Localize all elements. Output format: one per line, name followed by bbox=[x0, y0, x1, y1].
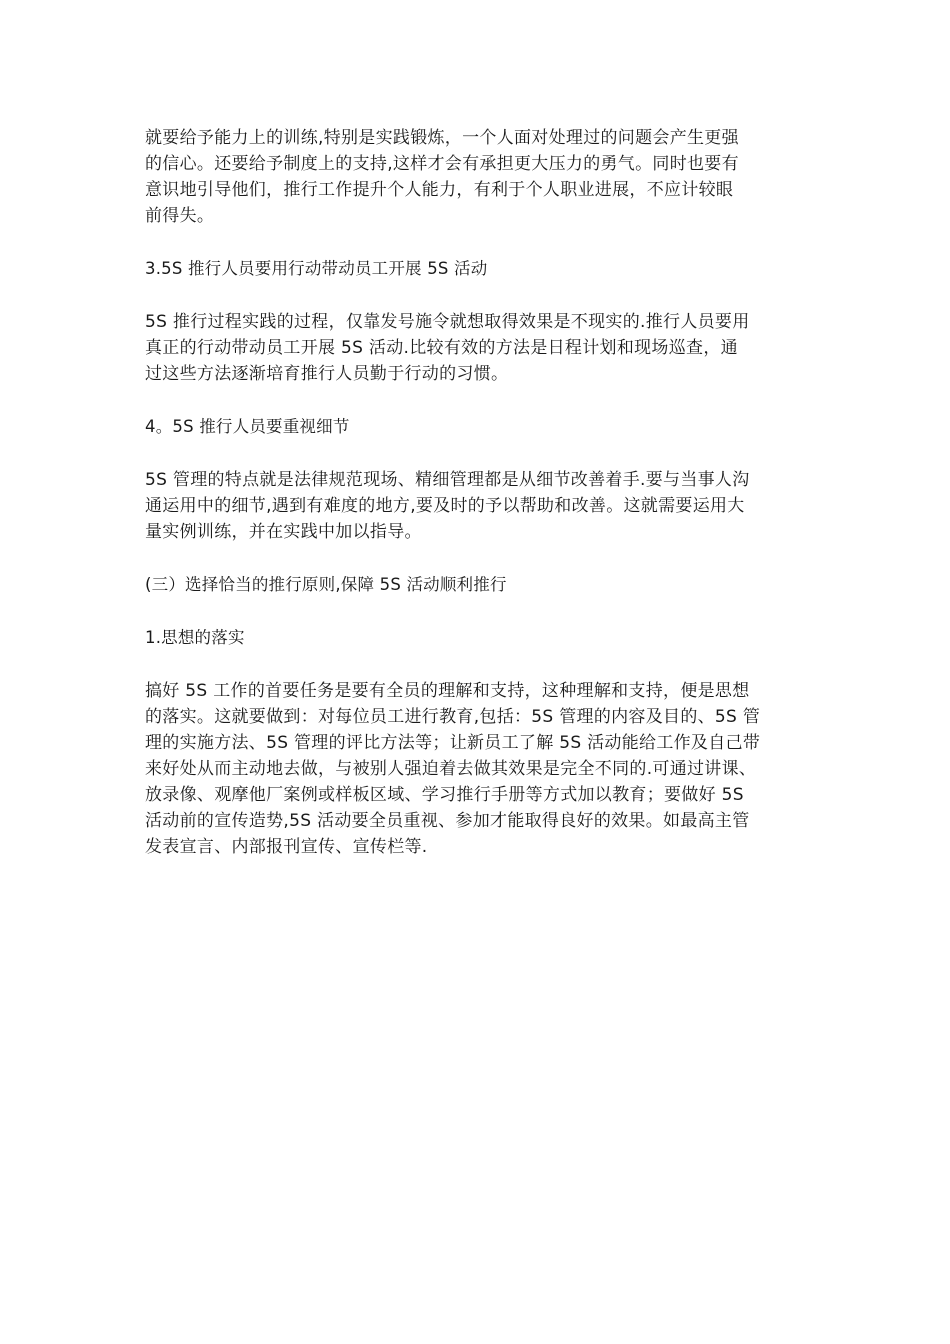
text-line: 就要给予能力上的训练,特别是实践锻炼，一个人面对处理过的问题会产生更强 bbox=[145, 128, 739, 148]
text-line: 理的实施方法、5S 管理的评比方法等；让新员工了解 5S 活动能给工作及自己带 bbox=[145, 733, 761, 753]
text-line: 发表宣言、内部报刊宣传、宣传栏等. bbox=[145, 837, 428, 857]
text-line: 的落实。这就要做到：对每位员工进行教育,包括：5S 管理的内容及目的、5S 管 bbox=[145, 707, 761, 727]
document-body bbox=[145, 125, 813, 887]
text-line: 真正的行动带动员工开展 5S 活动.比较有效的方法是日程计划和现场巡查，通 bbox=[145, 338, 738, 358]
text-line: 意识地引导他们，推行工作提升个人能力，有利于个人职业进展，不应计较眼 bbox=[145, 180, 734, 200]
paragraph-details bbox=[145, 467, 813, 545]
paragraph-thought bbox=[145, 678, 813, 860]
text-line: 通运用中的细节,遇到有难度的地方,要及时的予以帮助和改善。这就需要运用大 bbox=[145, 496, 745, 516]
section-heading-details: 4。5S 推行人员要重视细节 bbox=[145, 417, 350, 436]
text-line: 5S 管理的特点就是法律规范现场、精细管理都是从细节改善着手.要与当事人沟 bbox=[145, 470, 750, 490]
text-line: 量实例训练，并在实践中加以指导。 bbox=[145, 522, 422, 542]
text-line: 前得失。 bbox=[145, 206, 215, 226]
text-line: 活动前的宣传造势,5S 活动要全员重视、参加才能取得良好的效果。如最高主管 bbox=[145, 811, 750, 831]
text-line: 搞好 5S 工作的首要任务是要有全员的理解和支持，这种理解和支持，便是思想 bbox=[145, 681, 750, 701]
text-line: 放录像、观摩他厂案例或样板区域、学习推行手册等方式加以教育；要做好 5S bbox=[145, 785, 744, 805]
text-line: 5S 推行过程实践的过程，仅靠发号施令就想取得效果是不现实的.推行人员要用 bbox=[145, 312, 750, 332]
paragraph-action bbox=[145, 309, 813, 387]
text-line: 过这些方法逐渐培育推行人员勤于行动的习惯。 bbox=[145, 364, 509, 384]
section-heading-action: 3.5S 推行人员要用行动带动员工开展 5S 活动 bbox=[145, 259, 488, 278]
text-line: 来好处从而主动地去做，与被别人强迫着去做其效果是完全不同的.可通过讲课、 bbox=[145, 759, 757, 779]
text-line: 的信心。还要给予制度上的支持,这样才会有承担更大压力的勇气。同时也要有 bbox=[145, 154, 739, 174]
section-heading-thought: 1.思想的落实 bbox=[145, 628, 245, 647]
paragraph-training bbox=[145, 125, 813, 229]
section-heading-principles: (三）选择恰当的推行原则,保障 5S 活动顺利推行 bbox=[145, 575, 507, 594]
